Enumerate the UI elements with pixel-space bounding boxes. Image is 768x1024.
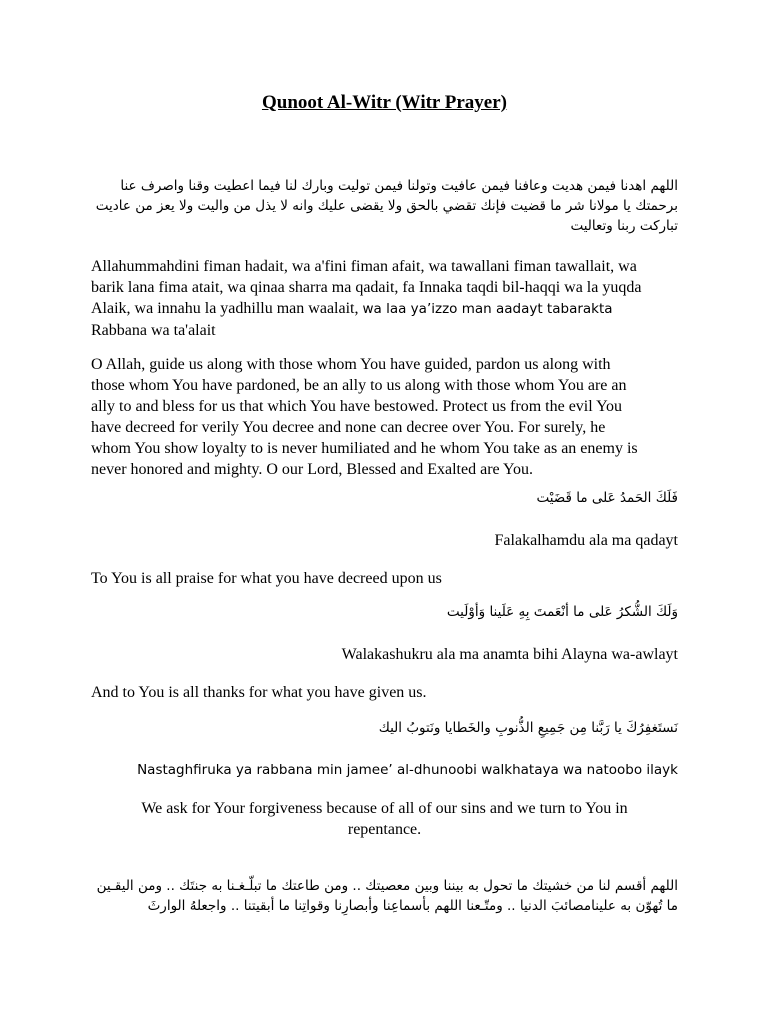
- document-page: [91, 0, 678, 1024]
- thanks-translation: And to You is all thanks for what you have given us.: [91, 684, 427, 701]
- transliteration-line: Rabbana wa ta'alait: [91, 322, 216, 339]
- closing-arabic: [91, 876, 678, 916]
- thanks-arabic: وَلَكَ الشُّكرُ عَلى ما أنْعَمتَ بِهِ عَلَينا وَأوْلَيت: [446, 604, 678, 620]
- thanks-transliteration: Walakashukru ala ma anamta bihi Alayna wa-awlayt: [341, 646, 678, 663]
- praise-translation: To You is all praise for what you have decreed upon us: [91, 570, 442, 587]
- translation-line: never honored and mighty. O our Lord, Blessed and Exalted are You.: [91, 461, 533, 478]
- qunoot-transliteration: [91, 256, 678, 341]
- transliteration-segment: wa laa ya’izzo man aadayt tabarakta: [362, 301, 613, 317]
- qunoot-translation: [91, 354, 678, 480]
- forgiveness-transliteration: Nastaghfiruka ya rabbana min jamee’ al-dhunoobi walkhataya wa natoobo ilayk: [137, 762, 678, 778]
- qunoot-arabic-text: [91, 176, 678, 236]
- transliteration-line: [91, 298, 678, 320]
- translation-line: O Allah, guide us along with those whom You have guided, pardon us along with: [91, 356, 611, 373]
- arabic-line: برحمتك يا مولانا شر ما قضيت فإنك تقضي بالحق ولا يقضى عليك وانه لا يذل من واليت ولا يعز من عاديت: [95, 198, 678, 214]
- transliteration-line: Allahummahdini fiman hadait, wa a'fini fiman afait, wa tawallani fiman tawallait, wa: [91, 258, 637, 275]
- praise-transliteration: Falakalhamdu ala ma qadayt: [494, 532, 678, 549]
- transliteration-segment: Alaik, wa innahu la yadhillu man waalait,: [91, 300, 363, 317]
- translation-line: those whom You have pardoned, be an ally to us along with those whom You are an: [91, 377, 627, 394]
- arabic-line: ما تُهوّن به علينامصائبَ الدنيا .. ومتّـعنا اللهم بأسماعِنا وأبصارِنا وقواتِنا ما أبقيتنا .. واجعلهُ الوارثَ: [147, 898, 678, 914]
- page-title: Qunoot Al-Witr (Witr Prayer): [261, 92, 508, 113]
- arabic-line: تباركت ربنا وتعاليت: [570, 218, 678, 234]
- arabic-line: اللهم أقسم لنا من خشيتك ما تحول به بيننا وبين معصيتك .. ومن طاعتك ما تبلّـغـنا به جنتَك .. ومن اليقـين: [96, 878, 678, 894]
- translation-line: have decreed for verily You decree and none can decree over You. For surely, he: [91, 419, 606, 436]
- translation-line: ally to and bless for us that which You have bestowed. Protect us from the evil You: [91, 398, 623, 415]
- praise-arabic: فَلَكَ الحَمدُ عَلى ما قَضَيْت: [536, 490, 678, 506]
- translation-line: We ask for Your forgiveness because of all of our sins and we turn to You in: [141, 800, 628, 817]
- transliteration-line: barik lana fima atait, wa qinaa sharra ma qadait, fa Innaka taqdi bil-haqqi wa la yuqda: [91, 279, 642, 296]
- translation-line: whom You show loyalty to is never humiliated and he whom You take as an enemy is: [91, 440, 638, 457]
- forgiveness-arabic: نَستَغفِرُكَ يا رَبَّنا مِن جَمِيعِ الذُّنوبِ والخَطايا ونَتوبُ اليك: [378, 720, 678, 736]
- arabic-line: اللهم اهدنا فيمن هديت وعافنا فيمن عافيت وتولنا فيمن توليت وبارك لنا فيما اعطيت وقنا واصرف عنا: [120, 178, 678, 194]
- forgiveness-translation: [91, 798, 678, 840]
- translation-line: repentance.: [347, 821, 422, 838]
